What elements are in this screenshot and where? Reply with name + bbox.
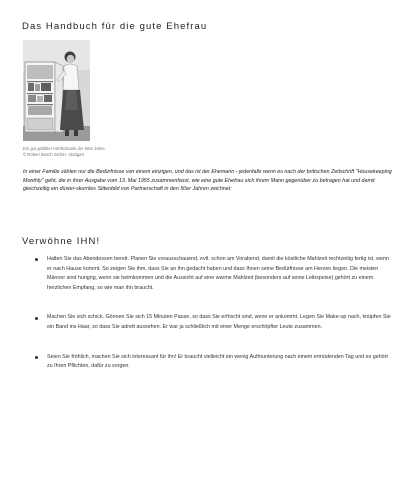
intro-paragraph: In einer Familie zählen nur die Bedürfnisse von einem einzigen, und das ist der Ehemann - jedenfalls wenn es nach der britischen Zeitschrift "Housekeeping Monthly" geht, die in ihrer Ausgabe vom 13. Mai 1955 zusammenfasst, wie eine gute Ehefrau sich ihrem Mann gegenüber zu betragen hat und damit gleichzeitig ein düster-skurriles Sittenbild von Partnerschaft in den 50er Jahren zeichnet: bbox=[23, 169, 392, 193]
bullet-icon bbox=[35, 317, 38, 320]
bullet-icon bbox=[35, 356, 38, 359]
list-item-text: Machen Sie sich schick. Gönnen Sie sich 15 Minuten Pause, so dass Sie erfrischt sind, wenn er ankommt. Legen Sie Make-up nach, knüpfen Sie ein Band ins Haar, so dass Sie adrett aussehen. Er war ja schließlich mit einer Menge erschöpfter Leute zusammen. bbox=[47, 314, 391, 330]
photo-caption-line: Ein gut gefüllter Kühlschrank der 50er Jahre. bbox=[23, 146, 106, 151]
bullet-icon bbox=[35, 258, 38, 261]
page-title: Das Handbuch für die gute Ehefrau bbox=[22, 21, 208, 32]
list-item bbox=[23, 353, 391, 372]
rules-list bbox=[23, 255, 391, 372]
list-item bbox=[23, 255, 391, 293]
list-item-text: Seien Sie fröhlich, machen Sie sich interessant für ihn! Er braucht vielleicht ein wenig Aufmunterung nach einem ermüdenden Tag und es gehört zu Ihren Pflichten, dafür zu sorgen. bbox=[47, 353, 388, 370]
section-heading: Verwöhne IHN! bbox=[22, 236, 101, 247]
photo-credit-line: © Robert Bosch GmbH, Stuttgart bbox=[23, 151, 85, 157]
refrigerator-photo bbox=[23, 40, 90, 141]
list-item-text: Halten Sie das Abendessen bereit. Planen Sie vorausschauend, evtl. schon am Vorabend, damit die köstliche Mahlzeit rechtzeitig fertig ist, wenn er nach Hause kommt. So zeigen Sie ihm, dass Sie an ihn gedacht haben und dass Ihnen seine Bedürfnisse am Herzen liegen. Die meisten Männer sind hungrig, wenn sie heimkommen und die Aussicht auf eine warme Mahlzeit (besonders auf seine Leibspeise) gehört zu einem herzlichen Empfang, so wie man ihn braucht. bbox=[47, 256, 389, 291]
photo-caption bbox=[23, 146, 106, 157]
list-item bbox=[23, 313, 391, 332]
